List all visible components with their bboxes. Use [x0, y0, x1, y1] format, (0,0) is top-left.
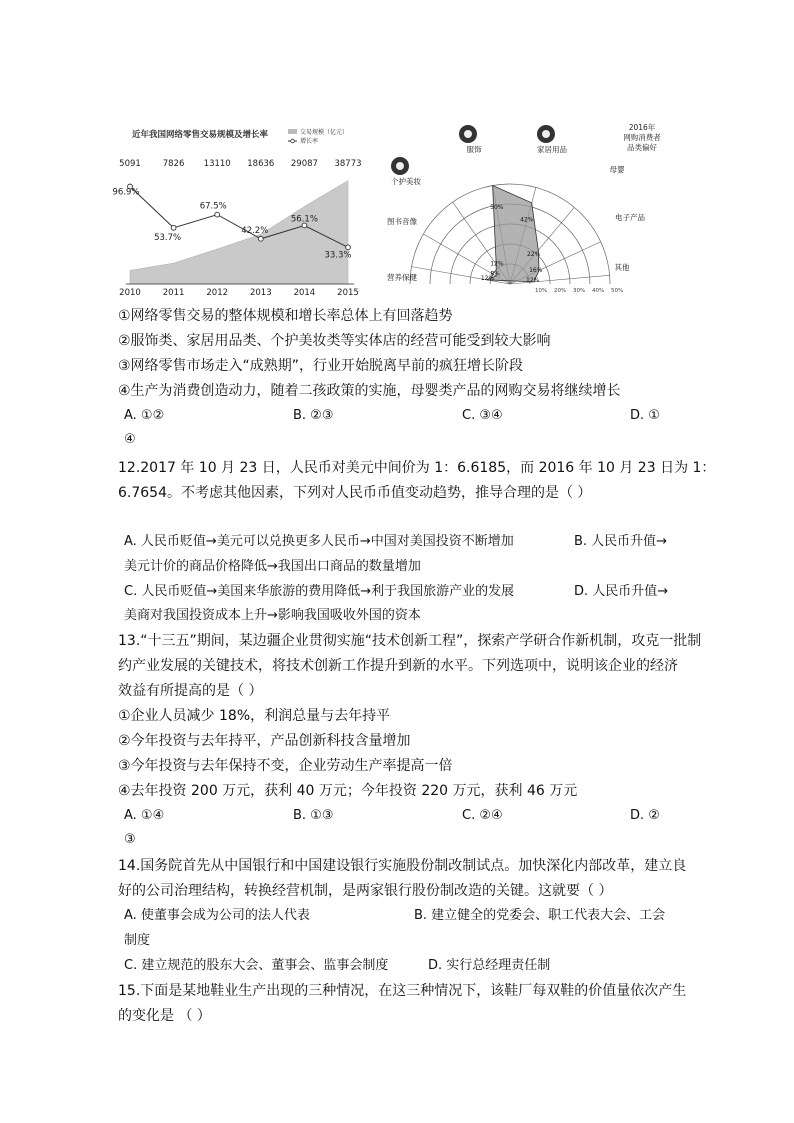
- radar-category-label: 其他: [614, 263, 630, 272]
- radar-category-label: 家居用品: [537, 145, 567, 154]
- radar-category-label: 个护美妆: [391, 177, 421, 186]
- radar-title-line: 品类偏好: [627, 143, 657, 152]
- q12-option-c[interactable]: C. 人民币贬值→美国来华旅游的费用降低→利于我国旅游产业的发展: [124, 584, 515, 599]
- q11-option-b[interactable]: B. ②③: [293, 408, 334, 423]
- category-icon-inner: [542, 130, 550, 138]
- radar-category-label: 电子产品: [615, 213, 645, 222]
- radar-category-label: 图书音像: [387, 217, 417, 226]
- q12-stem-line-2: 6.7654。不考虑其他因素，下列对人民币币值变动趋势，推导合理的是（ ）: [118, 485, 592, 501]
- radar-ring-label: 30%: [573, 288, 586, 294]
- consumer-preference-radar: [387, 112, 682, 300]
- rate-value-label: 67.5%: [199, 201, 227, 212]
- q13-statement-3: ③今年投资与去年保持不变，企业劳动生产率提高一倍: [118, 758, 453, 774]
- volume-value-label: 38773: [334, 159, 362, 169]
- q13-option-a[interactable]: A. ①④: [124, 808, 165, 823]
- q13-stem-line-2: 约产业发展的关键技术，将技术创新工作提升到新的水平。下列选项中，说明该企业的经济: [118, 658, 678, 674]
- q13-option-c[interactable]: C. ②④: [462, 808, 503, 823]
- radar-value-label: 16%: [529, 266, 543, 274]
- radar-value-label: 22%: [526, 250, 541, 258]
- q12-option-d-cont: 美商对我国投资成本上升→影响我国吸收外国的资本: [124, 608, 421, 623]
- q15-stem-line-1: 15.下面是某地鞋业生产出现的三种情况，在这三种情况下，该鞋厂每双鞋的价值量依次产生: [118, 983, 687, 999]
- q11-statement-2: ②服饰类、家居用品类、个护美妆类等实体店的经营可能受到较大影响: [118, 333, 551, 349]
- rate-point: [171, 225, 176, 230]
- q11-option-a[interactable]: A. ①②: [124, 408, 165, 423]
- radar-title-line: 2016年: [628, 123, 656, 132]
- volume-value-label: 5091: [119, 159, 141, 169]
- x-tick-label: 2015: [337, 288, 359, 298]
- q14-option-b-cont: 制度: [124, 933, 151, 948]
- q14-option-c[interactable]: C. 建立规范的股东大会、董事会、监事会制度: [124, 958, 389, 973]
- radar-value-label: 12%: [526, 277, 540, 285]
- radar-ring-label: 40%: [592, 288, 605, 294]
- legend-volume: 交易规模（亿元）: [300, 129, 349, 136]
- q11-statement-3: ③网络零售市场走入“成熟期”，行业开始脱离早前的疯狂增长阶段: [118, 358, 524, 374]
- rate-point: [346, 245, 351, 250]
- q14-stem-line-1: 14.国务院首先从中国银行和中国建设银行实施股份制改制试点。加快深化内部改革，建立良: [118, 858, 687, 874]
- q13-stem-line-3: 效益有所提高的是（ ）: [118, 683, 263, 699]
- q13-option-b[interactable]: B. ①③: [293, 808, 334, 823]
- legend-marker-rate: [291, 139, 295, 143]
- q13-option-d-cont: ③: [124, 832, 136, 847]
- q11-option-d-cont: ④: [124, 432, 136, 447]
- x-tick-label: 2012: [206, 288, 229, 298]
- rate-value-label: 53.7%: [154, 232, 182, 243]
- q14-option-d[interactable]: D. 实行总经理责任制: [428, 958, 551, 973]
- radar-category-label: 营养保健: [387, 273, 417, 282]
- q13-option-d[interactable]: D. ②: [630, 808, 660, 823]
- radar-value-label: 12%: [480, 275, 495, 283]
- rate-value-label: 56.1%: [290, 214, 318, 225]
- x-tick-label: 2013: [249, 288, 272, 298]
- radar-ring-label: 20%: [554, 288, 567, 294]
- q13-statement-4: ④去年投资 200 万元，获利 40 万元；今年投资 220 万元，获利 46 万元: [118, 783, 578, 799]
- q13-stem-line-1: 13.“十三五”期间，某边疆企业贯彻实施“技术创新工程”，探索产学研合作新机制，攻克一批制: [118, 633, 702, 649]
- rate-value-label: 42.2%: [241, 225, 269, 236]
- q12-option-a[interactable]: A. 人民币贬值→美元可以兑换更多人民币→中国对美国投资不断增加: [124, 534, 514, 549]
- q12-stem-line-1: 12.2017 年 10 月 23 日，人民币对美元中间价为 1：6.6185，而 2016 年 10 月 23 日为 1：: [118, 460, 716, 476]
- q14-option-a[interactable]: A. 使董事会成为公司的法人代表: [124, 908, 310, 923]
- radar-category-label: 服饰: [466, 145, 482, 154]
- rate-value-label: 33.3%: [324, 250, 352, 261]
- q15-stem-line-2: 的变化是 （ ）: [118, 1008, 211, 1024]
- legend-swatch-volume: [288, 129, 297, 134]
- q13-statement-2: ②今年投资与去年持平，产品创新科技含量增加: [118, 733, 411, 749]
- q11-option-c[interactable]: C. ③④: [462, 408, 503, 423]
- radar-value-label: 12%: [490, 260, 504, 268]
- radar-value-label: 50%: [490, 204, 504, 212]
- radar-category-label: 母婴: [609, 165, 625, 174]
- q11-option-d[interactable]: D. ①: [630, 408, 660, 423]
- volume-value-label: 7826: [162, 159, 185, 169]
- category-icon-inner: [396, 162, 404, 170]
- radar-title-line: 网购消费者: [623, 133, 661, 142]
- rate-point: [215, 212, 220, 217]
- q12-option-b-cont: 美元计价的商品价格降低→我国出口商品的数量增加: [124, 559, 421, 574]
- q12-option-b[interactable]: B. 人民币升值→: [574, 534, 668, 549]
- category-icon-inner: [464, 130, 472, 138]
- chart-title: 近年我国网络零售交易规模及增长率: [132, 130, 269, 140]
- rate-point: [258, 236, 263, 241]
- x-tick-label: 2011: [162, 288, 185, 298]
- q14-stem-line-2: 好的公司治理结构，转换经营机制，是两家银行股份制改造的关键。这就要（ ）: [118, 883, 613, 899]
- volume-value-label: 13110: [203, 159, 231, 169]
- q14-option-b[interactable]: B. 建立健全的党委会、职工代表大会、工会: [414, 908, 666, 923]
- q12-option-d[interactable]: D. 人民币升值→: [574, 584, 669, 599]
- radar-ring-label: 10%: [535, 288, 548, 294]
- radar-value-label: 42%: [520, 216, 534, 224]
- legend-rate: 增长率: [300, 138, 319, 145]
- q11-statement-4: ④生产为消费创造动力，随着二孩政策的实施，母婴类产品的网购交易将继续增长: [118, 383, 621, 399]
- rate-value-label: 96.9%: [112, 187, 140, 198]
- radar-value-label: 8%: [490, 270, 500, 278]
- volume-value-label: 29087: [290, 159, 318, 169]
- q11-statement-1: ①网络零售交易的整体规模和增长率总体上有回落趋势: [118, 308, 453, 324]
- q13-statement-1: ①企业人员减少 18%，利润总量与去年持平: [118, 708, 391, 724]
- x-tick-label: 2014: [293, 288, 316, 298]
- volume-value-label: 18636: [247, 159, 275, 169]
- growth-chart: [112, 122, 362, 298]
- radar-ring-label: 50%: [611, 288, 624, 294]
- x-tick-label: 2010: [119, 288, 141, 298]
